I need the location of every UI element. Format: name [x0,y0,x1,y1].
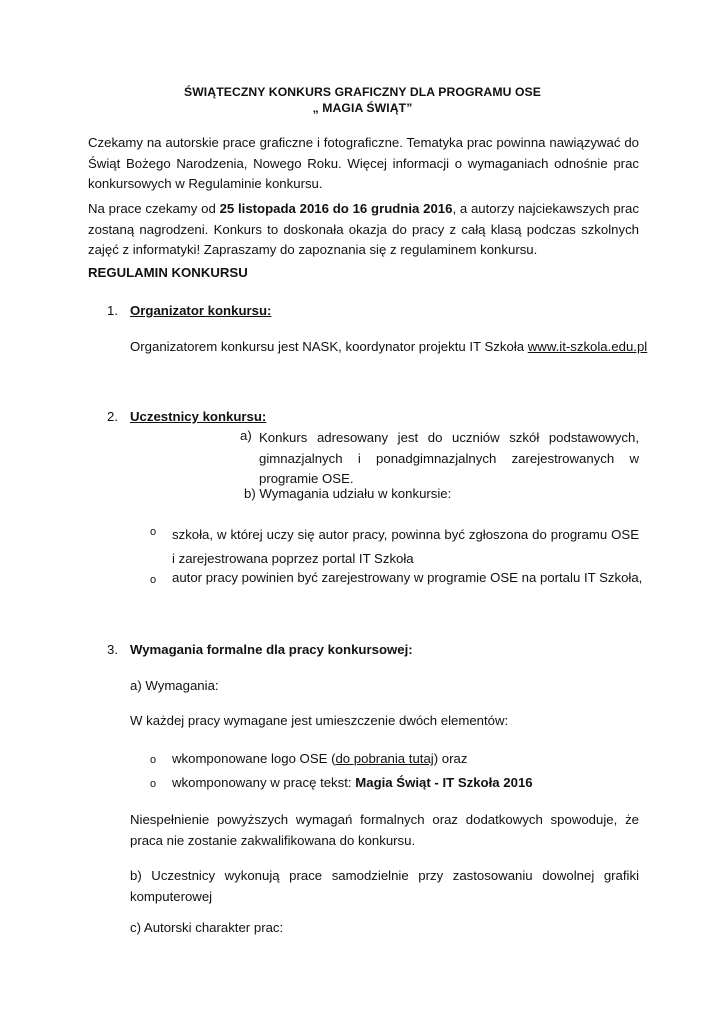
section2-a-text: Konkurs adresowany jest do uczniów szkół podstawowych, gimnazjalnych i ponadgimnazjalnych zarejestrowanych w programie OSE. [259,430,639,486]
section2-heading: Uczestnicy konkursu: [130,409,267,424]
intro-paragraph-2 [88,199,639,261]
document-title-line1: ŚWIĄTECZNY KONKURS GRAFICZNY DLA PROGRAMU OSE [183,85,542,99]
section1-text-before: Organizatorem konkursu jest NASK, koordynator projektu IT Szkoła [130,339,528,354]
logo-download-link[interactable]: do pobrania tutaj [335,751,434,766]
section3-heading: Wymagania formalne dla pracy konkursowej: [130,642,413,657]
section2-number: 2. [107,409,118,424]
intro-p2-before: Na prace czekamy od [88,201,220,216]
regulamin-heading: REGULAMIN KONKURSU [88,265,248,280]
bullet-marker: o [150,778,157,790]
document-title-line2: „ MAGIA ŚWIĄT” [312,101,413,115]
bullet2-before: wkomponowany w pracę tekst: [172,775,356,790]
section1-heading: Organizator konkursu: [130,303,272,318]
section2-a-label: a) [240,428,252,443]
bullet1-after: ) oraz [433,751,468,766]
section3-bullet-1 [172,751,467,766]
bullet-marker: o [150,574,157,586]
section1-text [130,339,647,354]
section3-a-text: a) Wymagania: [130,678,219,693]
section2-b-text: b) Wymagania udziału w konkursie: [244,486,452,501]
section3-number: 3. [107,642,118,657]
section3-c-text: c) Autorski charakter prac: [130,920,284,935]
contest-dates: 25 listopada 2016 do 16 grudnia 2016 [219,201,453,216]
section2-bullet-1: szkoła, w której uczy się autor pracy, powinna być zgłoszona do programu OSE i zarejestrowana poprzez portal IT Szkoła [172,527,639,566]
intro-paragraph-1: Czekamy na autorskie prace graficzne i fotograficzne. Tematyka prac powinna nawiązywać do Świąt Bożego Narodzenia, Nowego Roku. Więcej informacji o wymaganiach odnośnie prac konkursowych w Regulaminie konkursu. [88,135,639,191]
section3-note: Niespełnienie powyższych wymagań formalnych oraz dodatkowych spowoduje, że praca nie zostanie zakwalifikowana do konkursu. [130,812,639,848]
section3-b-text: b) Uczestnicy wykonują prace samodzielnie przy zastosowaniu dowolnej grafiki komputerowej [130,868,639,904]
bullet-marker: o [150,754,157,766]
section1-number: 1. [107,303,118,318]
bullet1-before: wkomponowane logo OSE ( [172,751,336,766]
it-szkola-link[interactable]: www.it-szkola.edu.pl [527,339,648,354]
section3-intro: W każdej pracy wymagane jest umieszczenie dwóch elementów: [130,713,509,728]
section3-bullet-2 [172,775,533,790]
bullet-marker: o [150,526,157,538]
required-text: Magia Świąt - IT Szkoła 2016 [355,775,533,790]
intro-p2-after: , a autorzy najciekawszych prac zostaną nagrodzeni. Konkurs to doskonała okazja do pracy z całą klasą podczas szkolnych zajęć z informatyki! Zapraszamy do zapoznania się z regulaminem konkursu. [88,201,639,257]
section2-bullet-2: autor pracy powinien być zarejestrowany w programie OSE na portalu IT Szkoła, [172,570,643,585]
